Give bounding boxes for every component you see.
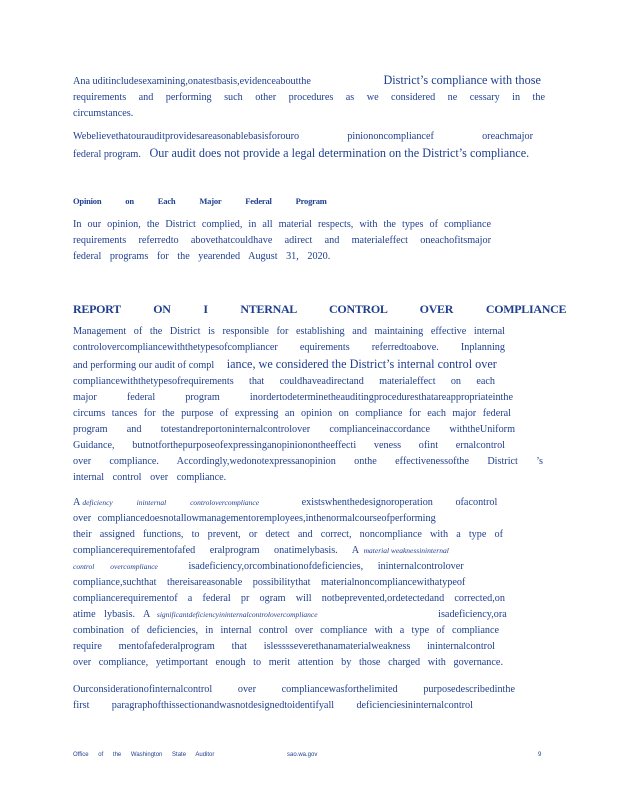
paragraph-opinion	[73, 217, 491, 265]
opinion-line-3: federal programs for the yearended August 31, 2020.	[73, 251, 331, 262]
consideration-line-1: Ourconsiderationofinternalcontrol over compliancewasforthelimited purposedescribedinthe	[73, 684, 515, 695]
definitions-line-8b: significantdeficiencyininternalcontrolovercompliance	[156, 610, 318, 619]
footer-site-link[interactable]: sao.wa.gov	[287, 752, 318, 758]
footer-page-number: 9	[538, 752, 542, 758]
report-heading: REPORT ON I NTERNAL CONTROL OVER COMPLIANCE	[73, 302, 567, 316]
definitions-line-3: their assigned functions, to prevent, or detect and correct, noncompliance with a type of	[73, 529, 503, 540]
management-line-3b: iance, we considered the District’s internal control over	[226, 357, 497, 371]
paragraph-management	[73, 324, 545, 486]
management-line-1: Management of the District is responsible for establishing and maintaining effective internal	[73, 326, 505, 337]
management-line-9: over compliance. Accordingly,wedonotexpressanopinion onthe effectivenessofthe District ’s	[73, 456, 543, 467]
management-line-8: Guidance, butnotforthepurposeofexpressinganopinionontheeffecti veness ofint ernalcontrol	[73, 440, 505, 451]
paragraph-basis	[73, 129, 533, 163]
definitions-line-1b: deficiency ininternal controlovercompliance	[82, 498, 260, 507]
definitions-line-1c: existswhenthedesignoroperation ofacontrol	[301, 497, 498, 508]
definitions-line-5b: isadeficiency,orcombinationofdeficiencies, ininternalcontrolover	[188, 561, 464, 572]
paragraph-consideration	[73, 682, 545, 714]
management-line-5: major federal program inordertodeterminetheauditingproceduresthatareappropriateinthe	[73, 392, 513, 403]
definitions-line-9: combination of deficiencies, in internal control over compliance with a type of compliance	[73, 625, 499, 636]
definitions-line-11: over compliance, yetimportant enough to merit attention by those charged with governance.	[73, 657, 503, 668]
basis-line-1: Webelievethatourauditprovidesareasonablebasisforouro piniononcompliancef oreachmajor	[73, 131, 533, 142]
audit-scope-line-1b: District’s compliance with those	[383, 73, 541, 87]
definitions-line-10: require mentofafederalprogram that islesssseverethanamaterialweakness ininternalcontrol	[73, 641, 495, 652]
definitions-line-6: compliance,suchthat thereisareasonable possibilitythat materialnoncompliancewithatypeof	[73, 577, 466, 588]
definitions-line-8c: isadeficiency,ora	[438, 609, 507, 620]
definitions-line-4a: compliancerequirementofafed eralprogram onatimelybasis. A	[73, 545, 360, 556]
management-line-7: program and totestandreportoninternalcontrolover complianceinaccordance withtheUniform	[73, 424, 515, 435]
audit-scope-line-2: requirements and performing such other procedures as we considered ne cessary in the	[73, 92, 545, 103]
management-line-3a: and performing our audit of compl	[73, 360, 215, 371]
footer-office: Office of the Washington State Auditor	[73, 752, 215, 758]
basis-line-2a: federal program.	[73, 149, 141, 160]
audit-scope-line-3: circumstances.	[73, 108, 134, 119]
consideration-line-2: first paragraphofthissectionandwasnotdesignedtoidentifyall deficienciesininternalcontrol	[73, 700, 473, 711]
management-line-2: controlovercompliancewiththetypesofcompliancer equirements referredtoabove. Inplanning	[73, 342, 505, 353]
audit-scope-line-1a: Ana uditincludesexamining,onatestbasis,evidenceaboutthe	[73, 76, 311, 87]
definitions-line-7: compliancerequirementof a federal pr ogram will notbeprevented,ordetectedand corrected,on	[73, 593, 505, 604]
management-line-4: compliancewiththetypesofrequirements that couldhaveadirectand materialeffect on each	[73, 376, 495, 387]
paragraph-audit-scope	[73, 72, 545, 122]
definitions-line-4b: material weaknessininternal	[363, 546, 449, 555]
definitions-line-5a: control overcompliance	[73, 562, 158, 571]
basis-line-2b: Our audit does not provide a legal determination on the District’s compliance.	[149, 146, 530, 160]
definitions-line-1a: A	[73, 497, 80, 508]
management-line-6: circums tances for the purpose of expressing an opinion on compliance for each major federal	[73, 408, 511, 419]
definitions-line-2: over compliancedoesnotallowmanagementoremployees,inthenormalcourseofperforming	[73, 513, 436, 524]
opinion-line-1: In our opinion, the District complied, in all material respects, with the types of compliance	[73, 219, 491, 230]
management-line-10: internal control over compliance.	[73, 472, 227, 483]
paragraph-definitions	[73, 495, 545, 671]
opinion-line-2: requirements referredto abovethatcouldhave adirect and materialeffect oneachofitsmajor	[73, 235, 491, 246]
opinion-heading: Opinion on Each Major Federal Program	[73, 196, 327, 206]
definitions-line-8a: atime lybasis. A	[73, 609, 151, 620]
